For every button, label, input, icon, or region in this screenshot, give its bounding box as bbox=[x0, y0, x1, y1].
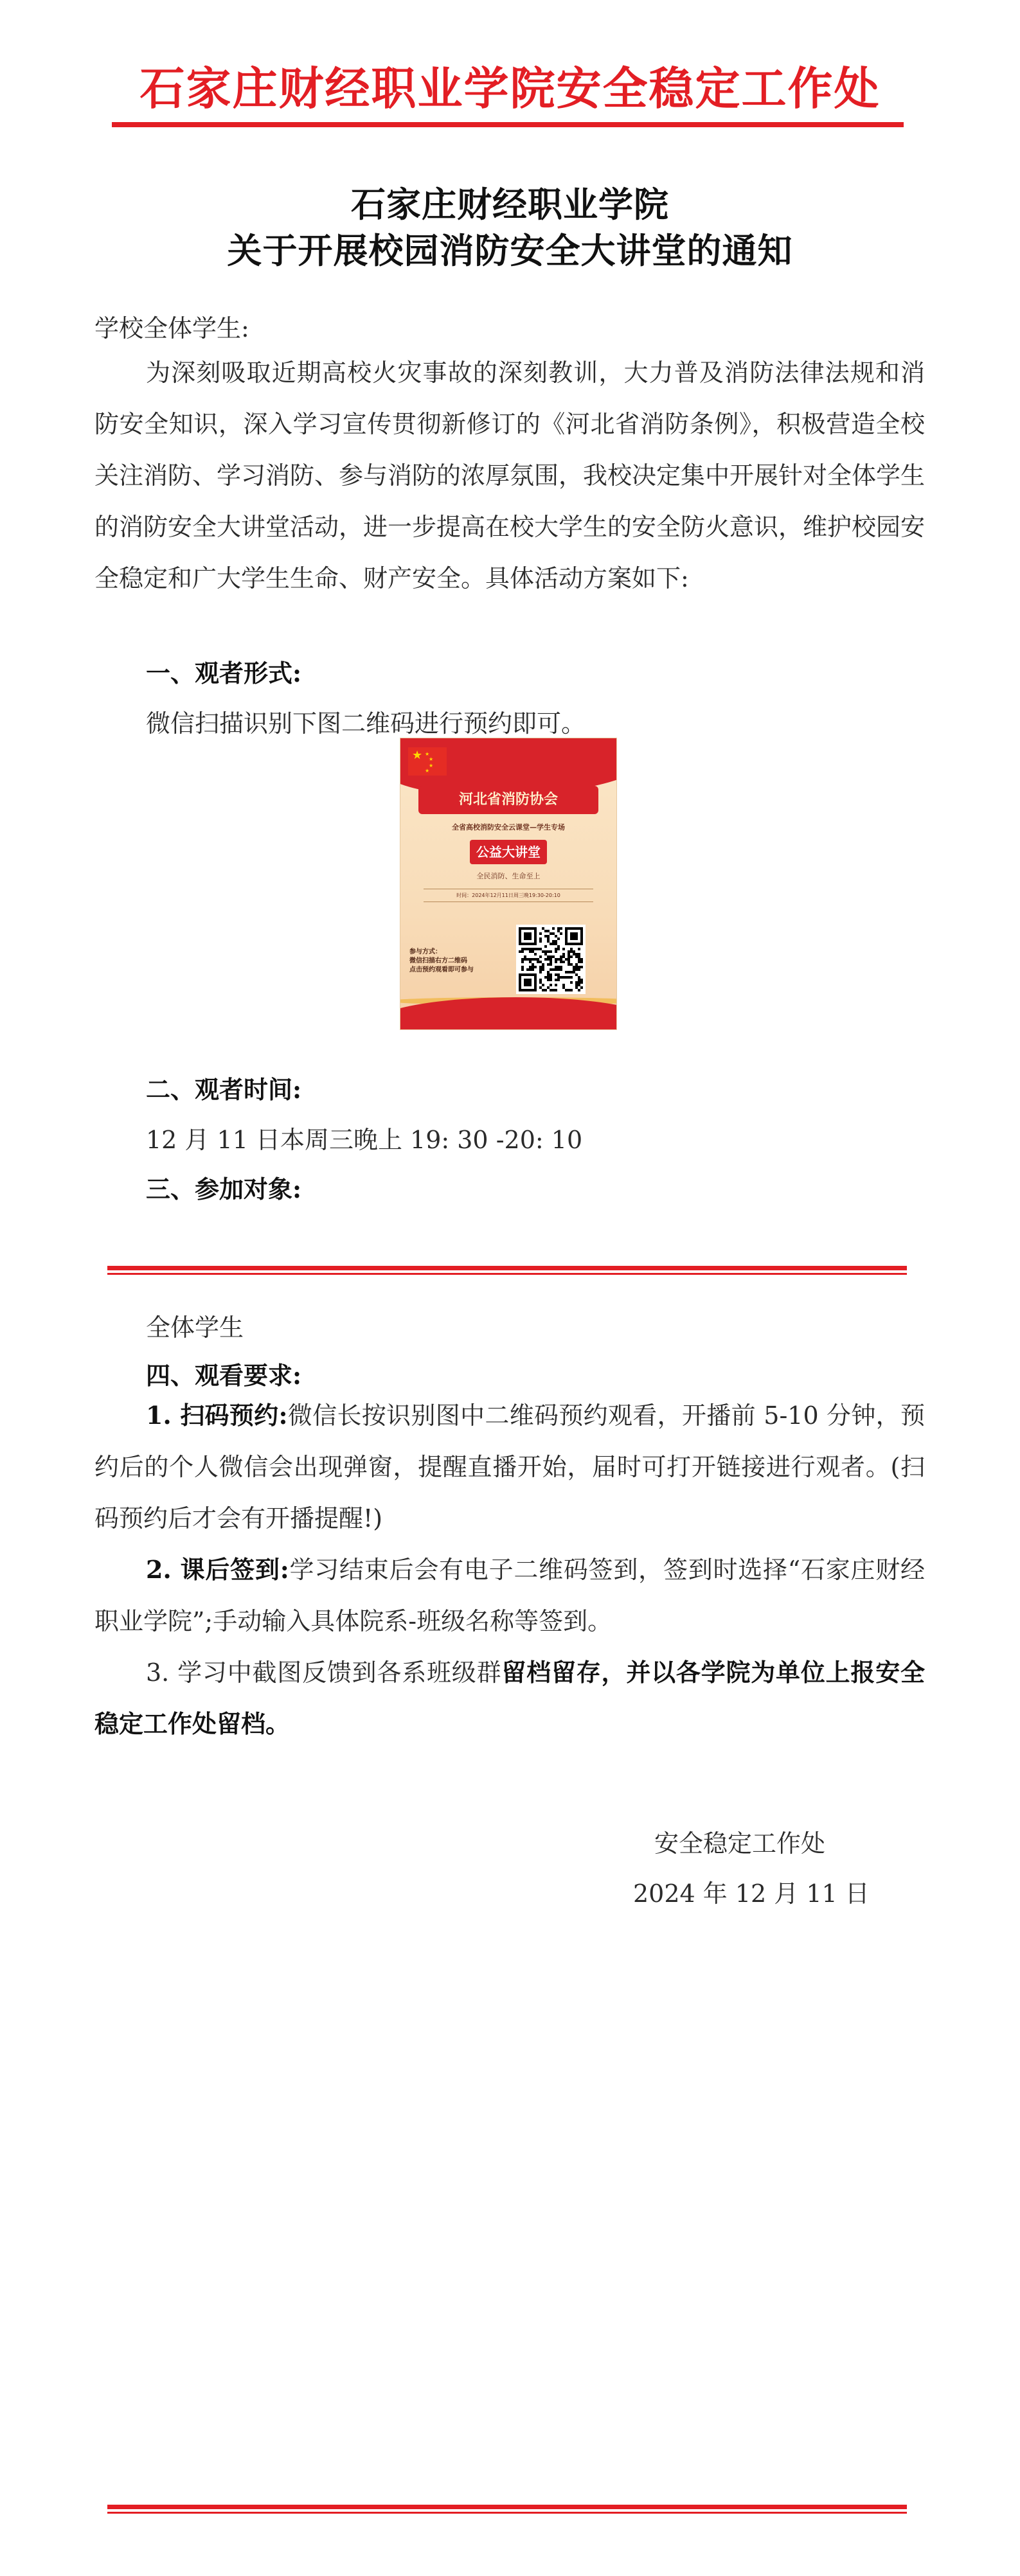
poster-time: 时间：2024年12月11日周三晚19:30-20:10 bbox=[424, 889, 593, 902]
intro-paragraph: 为深刻吸取近期高校火灾事故的深刻教训，大力普及消防法律法规和消防安全知识，深入学习宣传贯彻新修订的《河北省消防条例》，积极营造全校关注消防、学习消防、参与消防的浓厚氛围，我校决定集中开展针对全体学生的消防安全大讲堂活动，进一步提高在校大学生的安全防火意识，维护校园安全稳定和广大学生生命、财产安全。具体活动方案如下: bbox=[94, 359, 926, 592]
signature-date: 2024 年 12 月 11 日 bbox=[633, 1879, 870, 1908]
poster-badge: 公益大讲堂 bbox=[470, 840, 547, 864]
section2-body: 12 月 11 日本周三晚上 19: 30 -20: 10 bbox=[146, 1126, 583, 1154]
requirement-3-prefix: 3. 学习中截图反馈到各系班级群 bbox=[146, 1658, 502, 1687]
section2-heading: 二、观者时间: bbox=[146, 1075, 302, 1104]
poster-join-line1: 微信扫描右方二维码 bbox=[409, 957, 467, 964]
requirement-3 bbox=[94, 1647, 925, 1750]
section1-body: 微信扫描识别下图二维码进行预约即可。 bbox=[146, 709, 586, 738]
poster-join-line2: 点击预约观看即可参与 bbox=[409, 966, 474, 973]
header-red-rule bbox=[112, 122, 904, 127]
section4-heading: 四、观看要求: bbox=[146, 1361, 302, 1390]
requirement-2 bbox=[94, 1544, 925, 1647]
qr-code[interactable] bbox=[516, 925, 586, 994]
poster-org-banner: 河北省消防协会 bbox=[418, 786, 598, 814]
section3-heading: 三、参加对象: bbox=[146, 1175, 302, 1204]
requirement-3-bold: 留档留存，并以各学院为单位上报安全稳定工作处留档。 bbox=[94, 1658, 925, 1738]
china-flag-icon: ★ ★ ★ ★ ★ bbox=[408, 747, 447, 776]
poster-bottom-wave bbox=[400, 997, 617, 1030]
lecture-poster-image bbox=[400, 738, 617, 1030]
poster-subtitle: 全省高校消防安全云课堂—学生专场 bbox=[452, 823, 565, 831]
salutation: 学校全体学生: bbox=[94, 314, 249, 342]
signature-office: 安全稳定工作处 bbox=[654, 1829, 826, 1858]
notice-title-line2: 关于开展校园消防安全大讲堂的通知 bbox=[227, 230, 793, 271]
requirement-1-label: 1. 扫码预约: bbox=[146, 1401, 288, 1430]
org-header-title: 石家庄财经职业学院安全稳定工作处 bbox=[139, 62, 881, 115]
notice-title-line1: 石家庄财经职业学院 bbox=[351, 184, 669, 225]
section3-body: 全体学生 bbox=[146, 1313, 244, 1342]
section1-heading: 一、观者形式: bbox=[146, 659, 302, 688]
requirement-2-text: 学习结束后会有电子二维码签到，签到时选择“石家庄财经职业学院”;手动输入具体院系-班级名称等签到。 bbox=[94, 1556, 925, 1635]
requirement-1 bbox=[94, 1390, 925, 1544]
requirement-2-label: 2. 课后签到: bbox=[146, 1555, 289, 1584]
poster-join-title: 参与方式： bbox=[409, 948, 442, 955]
qr-code-graphic bbox=[519, 927, 583, 991]
poster-motto: 全民消防、生命至上 bbox=[476, 872, 541, 880]
poster-join-info bbox=[409, 948, 512, 975]
requirement-1-text: 微信长按识别图中二维码预约观看，开播前 5-10 分钟，预约后的个人微信会出现弹窗，提醒直播开始，届时可打开链接进行观者。(扫码预约后才会有开播提醒!) bbox=[94, 1401, 926, 1532]
